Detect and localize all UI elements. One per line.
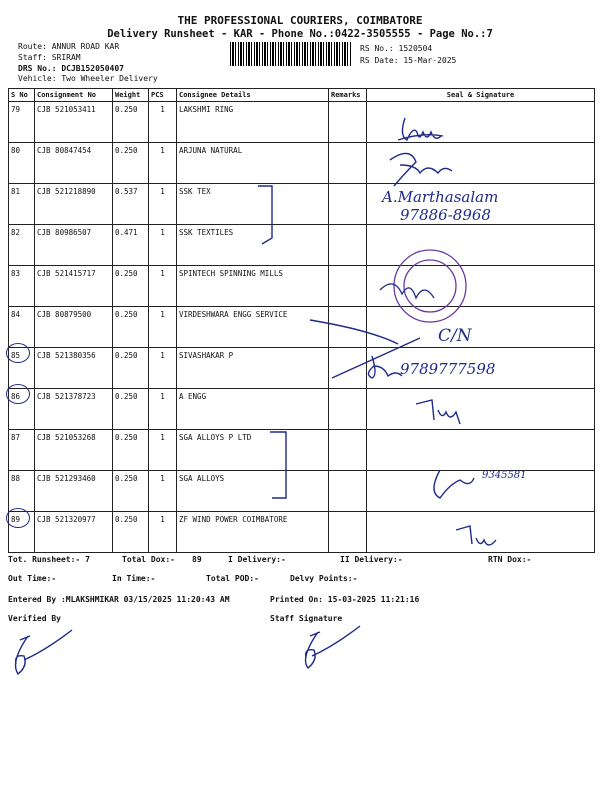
cell-pcs: 1 [149,512,177,553]
cell-consignee: SPINTECH SPINNING MILLS [177,266,329,307]
cell-consignment: CJB 521320977 [35,512,113,553]
cell-pcs: 1 [149,430,177,471]
cell-sno: 79 [9,102,35,143]
cell-sno: 83 [9,266,35,307]
cell-consignee: ZF WIND POWER COIMBATORE [177,512,329,553]
cell-consignment: CJB 521415717 [35,266,113,307]
cell-pcs: 1 [149,471,177,512]
verified-by: Verified By [8,614,61,623]
cell-consignment: CJB 521378723 [35,389,113,430]
handwritten-phone: 9789777598 [400,360,496,378]
drs-label: DRS No.: DCJB152050407 [18,64,124,73]
cell-consignment: CJB 521053411 [35,102,113,143]
handwritten-phone: 9345581 [482,470,527,481]
cell-consignee: SIVASHAKAR P [177,348,329,389]
cell-weight: 0.250 [113,471,149,512]
cell-sno: 89 [9,512,35,553]
cell-remarks [329,512,367,553]
cell-sno: 88 [9,471,35,512]
cell-remarks [329,184,367,225]
runsheet-table [8,88,595,553]
col-weight: Weight [113,89,149,102]
col-consignee: Consignee Details [177,89,329,102]
cell-consignment: CJB 521293460 [35,471,113,512]
col-consignment: Consignment No [35,89,113,102]
staff-signature-mark [306,626,360,668]
cell-signature [367,512,595,553]
cell-remarks [329,471,367,512]
cell-consignee: SSK TEXTILES [177,225,329,266]
cell-weight: 0.250 [113,102,149,143]
cell-sno: 85 [9,348,35,389]
cell-consignment: CJB 521380356 [35,348,113,389]
cell-sno: 81 [9,184,35,225]
rs-number: RS No.: 1520504 [360,44,433,53]
cell-weight: 0.250 [113,348,149,389]
cell-pcs: 1 [149,307,177,348]
table-row [9,143,595,184]
cell-signature [367,471,595,512]
sno-circle-mark [6,343,30,363]
cell-pcs: 1 [149,225,177,266]
cell-pcs: 1 [149,102,177,143]
cell-weight: 0.250 [113,389,149,430]
cell-weight: 0.537 [113,184,149,225]
table-header [9,89,595,102]
total-pod: Total POD:- [206,574,259,583]
table-row [9,389,595,430]
cell-weight: 0.471 [113,225,149,266]
cell-weight: 0.250 [113,307,149,348]
entered-by: Entered By :MLAKSHMIKAR 03/15/2025 11:20:43 AM [8,595,230,604]
rs-date: RS Date: 15-Mar-2025 [360,56,457,65]
table-row [9,430,595,471]
cell-remarks [329,307,367,348]
cell-pcs: 1 [149,389,177,430]
cell-remarks [329,102,367,143]
staff-label: Staff: SRIRAM [18,53,81,62]
cell-sno: 86 [9,389,35,430]
cell-signature [367,143,595,184]
cell-consignment: CJB 80879500 [35,307,113,348]
table-row [9,225,595,266]
total-dox-value: 89 [192,555,202,564]
table-row [9,348,595,389]
table-row [9,512,595,553]
cell-weight: 0.250 [113,430,149,471]
handwritten-name: A.Marthasalam [382,188,499,206]
col-remarks: Remarks [329,89,367,102]
table-row [9,266,595,307]
rtn-dox: RTN Dox:- [488,555,532,564]
cell-pcs: 1 [149,348,177,389]
verified-signature [16,630,72,674]
table-row [9,102,595,143]
cell-consignee: ARJUNA NATURAL [177,143,329,184]
ii-delivery: II Delivery:- [340,555,403,564]
cell-consignee: SGA ALLOYS P LTD [177,430,329,471]
total-dox: Total Dox:- [122,555,175,564]
cell-signature [367,389,595,430]
printed-on: Printed On: 15-03-2025 11:21:16 [270,595,420,604]
i-delivery: I Delivery:- [228,555,286,564]
cell-weight: 0.250 [113,266,149,307]
cell-consignment: CJB 80986507 [35,225,113,266]
cell-signature [367,307,595,348]
cell-consignment: CJB 80847454 [35,143,113,184]
handwritten-cn: C/N [438,326,472,346]
cell-signature [367,102,595,143]
cell-remarks [329,225,367,266]
route-label: Route: ANNUR ROAD KAR [18,42,120,51]
delvy-points: Delvy Points:- [290,574,358,583]
table-row [9,184,595,225]
cell-remarks [329,348,367,389]
vehicle-label: Vehicle: Two Wheeler Delivery [18,74,158,83]
col-pcs: PCS [149,89,177,102]
runsheet-subtitle: Delivery Runsheet - KAR - Phone No.:0422-3505555 - Page No.:7 [107,28,493,40]
cell-signature [367,225,595,266]
cell-consignee: SSK TEX [177,184,329,225]
cell-consignee: A ENGG [177,389,329,430]
cell-remarks [329,389,367,430]
cell-weight: 0.250 [113,512,149,553]
cell-sno: 87 [9,430,35,471]
cell-sno: 80 [9,143,35,184]
cell-remarks [329,430,367,471]
barcode [230,42,352,66]
cell-pcs: 1 [149,143,177,184]
sno-circle-mark [6,508,30,528]
col-signature: Seal & Signature [367,89,595,102]
cell-consignee: VIRDESHWARA ENGG SERVICE [177,307,329,348]
tot-runsheet: Tot. Runsheet:- 7 [8,555,90,564]
cell-consignment: CJB 521053268 [35,430,113,471]
sno-circle-mark [6,384,30,404]
company-title: THE PROFESSIONAL COURIERS, COIMBATORE [177,14,423,27]
in-time: In Time:- [112,574,156,583]
cell-pcs: 1 [149,266,177,307]
cell-pcs: 1 [149,184,177,225]
table-row [9,307,595,348]
cell-sno: 84 [9,307,35,348]
cell-signature [367,430,595,471]
cell-remarks [329,143,367,184]
cell-consignment: CJB 521218890 [35,184,113,225]
cell-consignee: SGA ALLOYS [177,471,329,512]
col-sno: S No [9,89,35,102]
cell-remarks [329,266,367,307]
cell-sno: 82 [9,225,35,266]
out-time: Out Time:- [8,574,57,583]
cell-consignee: LAKSHMI RING [177,102,329,143]
cell-signature [367,266,595,307]
cell-weight: 0.250 [113,143,149,184]
staff-signature-label: Staff Signature [270,614,343,623]
handwritten-phone: 97886-8968 [400,206,491,224]
